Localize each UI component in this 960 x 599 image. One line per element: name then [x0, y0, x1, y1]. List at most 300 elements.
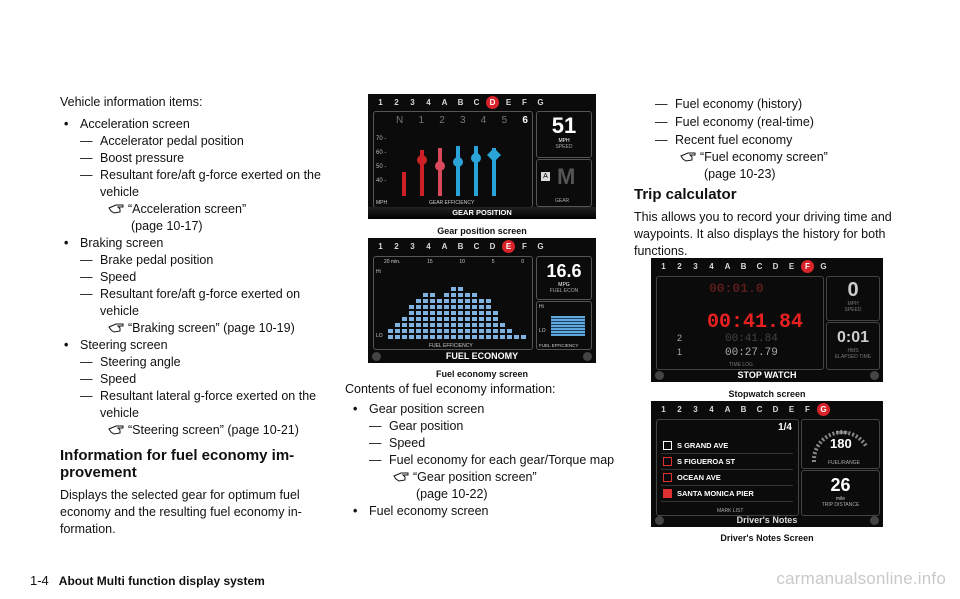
heading-fuel-improvement-line2: provement [60, 464, 137, 481]
fuel-history-cell [486, 329, 491, 333]
tab-1[interactable]: 1 [661, 262, 666, 271]
tab-c[interactable]: C [756, 405, 763, 414]
stopwatch-speed-label: SPEED [844, 307, 862, 313]
range-panel [801, 419, 880, 469]
gear-ref-page: (page 10-22) [416, 487, 488, 501]
contents-heading: Contents of fuel economy information: [345, 382, 556, 396]
gear-screen-caption: Gear position screen [437, 226, 527, 236]
fuel-history-cell [416, 323, 421, 327]
mph-label: MPH [376, 200, 388, 206]
braking-item-3: — Resultant fore/aft g-force exerted on [100, 286, 300, 303]
tab-4[interactable]: 4 [709, 405, 714, 414]
gear-row-item: 6 [522, 115, 528, 126]
fuel-history-cell [451, 323, 456, 327]
tab-d[interactable]: D [772, 262, 779, 271]
fuel-history-cell [500, 335, 505, 339]
fuel-history-cell [472, 305, 477, 309]
steering-item-3-cont: vehicle [100, 406, 139, 420]
fuel-history-cell [423, 323, 428, 327]
screen-tabs [368, 238, 596, 254]
fuel-history-cell [479, 311, 484, 315]
fuel-history-cell [479, 299, 484, 303]
tab-4[interactable]: 4 [709, 262, 714, 271]
tab-a[interactable]: A [724, 262, 731, 271]
fe-ref-page: (page 10-23) [704, 167, 776, 181]
gear-row-item: 5 [501, 115, 508, 126]
fe-item-1: — Fuel economy (history) [675, 96, 802, 113]
fuel-history-cell [430, 305, 435, 309]
tab-2[interactable]: 2 [677, 262, 682, 271]
mpg-unit: MPG [558, 282, 570, 288]
braking-ref[interactable] [108, 320, 295, 337]
fuel-history-cell [521, 335, 526, 339]
fuel-history-cell [395, 335, 400, 339]
tab-g[interactable]: G [820, 262, 827, 271]
fuel-history-cell [409, 311, 414, 315]
hi-label: Hi [376, 269, 381, 275]
fuel-history-cell [486, 317, 491, 321]
screen-tabs [651, 258, 883, 274]
notes-caption: Driver's Notes Screen [720, 533, 814, 543]
fuel-history-cell [472, 311, 477, 315]
fuel-history-cell [451, 329, 456, 333]
forward-arrow-icon[interactable] [870, 371, 879, 380]
tab-3[interactable]: 3 [693, 262, 698, 271]
fuel-history-cell [458, 293, 463, 297]
fuel-history-cell [437, 323, 442, 327]
lap-time-2: 00:41.84 [725, 333, 778, 345]
pointing-hand-icon [680, 151, 696, 162]
ghost-time: 00:01.0 [709, 281, 764, 296]
lap-time-1: 00:27.79 [725, 347, 778, 359]
gear-ref[interactable] [393, 469, 537, 486]
gear-label: GEAR [555, 198, 570, 204]
mark-list [661, 438, 793, 502]
stopwatch-caption: Stopwatch screen [728, 389, 806, 399]
fuel-history-cell [409, 317, 414, 321]
speed-unit: MPH [558, 138, 570, 144]
braking-ref-label: “Braking screen” (page 10-19) [128, 321, 295, 335]
fuel-history-cell [451, 311, 456, 315]
tab-1[interactable]: 1 [378, 98, 383, 107]
gear-row [396, 115, 528, 126]
tab-2[interactable]: 2 [394, 98, 399, 107]
pointing-hand-icon [393, 471, 409, 482]
time-label: 10 [459, 259, 465, 265]
fuel-history-cell [500, 329, 505, 333]
square-marker-icon [663, 457, 672, 466]
pointing-hand-icon [108, 203, 124, 214]
gear-tick-label: 70 - [376, 136, 387, 142]
main-time: 00:41.84 [707, 311, 804, 334]
fuel-history-cell [472, 329, 477, 333]
page-indicator: 1/4 [778, 422, 792, 433]
fuel-history-cell [395, 323, 400, 327]
fuel-screen-title: FUEL ECONOMY [445, 351, 519, 361]
fuel-history-cell [423, 311, 428, 315]
time-label: 5 [491, 259, 495, 265]
fuel-history-cell [500, 323, 505, 327]
gear-bar-4 [456, 146, 460, 196]
stopwatch-speed-panel [826, 276, 880, 321]
bullet-steering: • Steering screen [80, 337, 168, 354]
back-arrow-icon[interactable] [372, 352, 381, 361]
fe-item-3: — Recent fuel economy [675, 132, 792, 149]
fuel-history-cell [430, 335, 435, 339]
fuel-history-cell [409, 329, 414, 333]
tab-3[interactable]: 3 [693, 405, 698, 414]
bullet-gear-position: • Gear position screen [369, 401, 484, 418]
fe-ref-label: “Fuel economy screen” [700, 150, 828, 164]
fuel-history-cell [493, 323, 498, 327]
intro-text: Vehicle information items: [60, 95, 203, 109]
fuel-history-cell [493, 329, 498, 333]
tab-1[interactable]: 1 [378, 242, 383, 251]
fuel-history-cell [444, 305, 449, 309]
tab-c[interactable]: C [473, 242, 480, 251]
gear-tick-label: 60 - [376, 150, 387, 156]
tab-b[interactable]: B [457, 98, 464, 107]
time-labels [384, 259, 524, 265]
fuel-history-cell [493, 317, 498, 321]
stopwatch-speed-value: 0 [847, 279, 859, 301]
fuel-history-cell [465, 323, 470, 327]
speed-panel [536, 111, 592, 158]
steering-item-3: — Resultant lateral g-force exerted on the [100, 388, 316, 405]
fuel-screen-caption: Fuel economy screen [435, 369, 529, 379]
fuel-history-cell [472, 293, 477, 297]
bullet-acceleration: • Acceleration screen [80, 116, 190, 133]
fuel-history-cell [486, 323, 491, 327]
fuel-history-cell [493, 311, 498, 315]
fuel-history-cell [430, 311, 435, 315]
fuel-history-cell [458, 323, 463, 327]
fe-ref[interactable] [680, 149, 828, 166]
fuel-history-cell [486, 305, 491, 309]
fuel-history-cell [423, 299, 428, 303]
fuel-history-cell [430, 293, 435, 297]
gear-ref-label: “Gear position screen” [413, 470, 537, 484]
steering-ref[interactable] [108, 422, 299, 439]
fuel-history-cell [416, 317, 421, 321]
tab-c[interactable]: C [473, 98, 480, 107]
pointing-hand-icon [108, 322, 124, 333]
range-unit: miles [836, 430, 848, 436]
mark-list-item[interactable] [661, 470, 793, 486]
tab-1[interactable]: 1 [661, 405, 666, 414]
tab-f[interactable]: F [522, 98, 527, 107]
gear-value: M [557, 164, 576, 189]
trip-value: 26 [830, 475, 851, 495]
gear-position-screen [368, 94, 596, 219]
fuel-history-panel [373, 256, 533, 350]
fuel-history-cell [472, 323, 477, 327]
accel-item-1: — Accelerator pedal position [100, 133, 244, 150]
fuel-history-cell [402, 329, 407, 333]
tab-3[interactable]: 3 [410, 242, 415, 251]
tab-2[interactable]: 2 [677, 405, 682, 414]
accel-item-3: — Resultant fore/aft g-force exerted on the [100, 167, 321, 184]
fuel-history-cell [423, 329, 428, 333]
forward-arrow-icon[interactable] [870, 516, 879, 525]
fuel-history-cell [451, 317, 456, 321]
fuel-history-cell [444, 311, 449, 315]
fuel-history-cell [458, 335, 463, 339]
body-line-1: Displays the selected gear for optimum fuel [60, 488, 300, 502]
pointing-hand-icon [108, 424, 124, 435]
tab-b[interactable]: B [740, 405, 747, 414]
flag-icon [663, 441, 672, 450]
accel-ref[interactable] [108, 201, 246, 218]
tab-e[interactable]: E [788, 262, 795, 271]
bullet-braking: • Braking screen [80, 235, 163, 252]
fuel-history-cell [444, 335, 449, 339]
tab-f[interactable]: F [522, 242, 527, 251]
fuel-history-cell [388, 335, 393, 339]
fuel-history-cell [479, 323, 484, 327]
fuel-history-cell [493, 335, 498, 339]
tab-d[interactable]: D [772, 405, 779, 414]
fuel-history-cell [465, 335, 470, 339]
range-caption: FUEL/RANGE [828, 460, 860, 466]
back-arrow-icon[interactable] [655, 516, 664, 525]
gear-row-item: 1 [418, 115, 425, 126]
time-label: 15 [427, 259, 433, 265]
fuel-history-cell [444, 323, 449, 327]
fuel-history-cell [423, 317, 428, 321]
mark-list-label: OCEAN AVE [677, 473, 721, 482]
fuel-history-cell [465, 299, 470, 303]
realtime-bar [551, 316, 585, 336]
mpg-label: FUEL ECON [549, 288, 579, 294]
drivers-notes-screen [651, 401, 883, 527]
gear-ticks [376, 132, 386, 188]
tab-b[interactable]: B [457, 242, 464, 251]
gear-item-2: — Speed [389, 435, 425, 452]
fuel-history-cell [402, 317, 407, 321]
body-line-3: formation. [60, 522, 116, 536]
fuel-history-cell [437, 329, 442, 333]
fuel-history-cell [486, 335, 491, 339]
fuel-history-cell [458, 287, 463, 291]
fuel-history-cell [479, 329, 484, 333]
fuel-history-grid [388, 269, 528, 341]
fuel-history-cell [416, 329, 421, 333]
fuel-history-cell [451, 335, 456, 339]
heading-fuel-improvement-line1: Information for fuel economy im- [60, 447, 295, 464]
fuel-history-cell [472, 299, 477, 303]
gear-panel [536, 159, 592, 207]
gear-item-3: — Fuel economy for each gear/Torque map [389, 452, 614, 469]
forward-arrow-icon[interactable] [583, 352, 592, 361]
fuel-history-cell [395, 329, 400, 333]
fuel-history-cell [458, 299, 463, 303]
tab-e[interactable]: E [505, 98, 512, 107]
fuel-history-cell [507, 329, 512, 333]
tab-3[interactable]: 3 [410, 98, 415, 107]
tab-e[interactable]: E [502, 240, 515, 253]
fuel-history-cell [451, 305, 456, 309]
mpg-panel [536, 256, 592, 300]
gear-tick-label: 50 - [376, 164, 387, 170]
time-label: 20 min. [384, 259, 401, 265]
gear-efficiency-label: GEAR EFFICIENCY [429, 200, 475, 206]
watermark: carmanualsonline.info [776, 569, 946, 588]
page-footer [30, 573, 265, 588]
tab-a[interactable]: A [441, 242, 448, 251]
range-value: 180 [830, 436, 852, 451]
fuel-history-cell [472, 317, 477, 321]
footer-title: About Multi function display system [58, 574, 265, 588]
fuel-history-cell [465, 293, 470, 297]
fuel-history-cell [486, 311, 491, 315]
trip-panel [801, 470, 880, 516]
accel-item-2: — Boost pressure [100, 150, 184, 167]
fuel-history-cell [458, 311, 463, 315]
fuel-history-cell [465, 317, 470, 321]
stopwatch-panel [656, 276, 824, 370]
tab-a[interactable]: A [724, 405, 731, 414]
mark-list-label: S GRAND AVE [677, 441, 729, 450]
steering-item-2: — Speed [100, 371, 136, 388]
lo-label-right: LO [539, 328, 546, 334]
tab-2[interactable]: 2 [394, 242, 399, 251]
lap-num-1: 1 [677, 347, 683, 357]
fuel-history-cell [458, 329, 463, 333]
fuel-efficiency-label-right: FUEL EFFICIENCY [539, 343, 579, 348]
fuel-history-cell [402, 323, 407, 327]
trip-line-3: functions. [634, 244, 688, 258]
time-log-label: TIME LOG [729, 362, 753, 368]
tab-g[interactable]: G [817, 403, 830, 416]
fuel-history-cell [486, 299, 491, 303]
trip-line-1: This allows you to record your driving time and [634, 210, 892, 224]
tab-4[interactable]: 4 [426, 98, 431, 107]
fuel-history-cell [451, 293, 456, 297]
gear-item-1: — Gear position [389, 418, 463, 435]
elapsed-unit: HMS [847, 348, 859, 354]
gear-row-item: 3 [460, 115, 466, 126]
braking-item-2: — Speed [100, 269, 136, 286]
gear-mode-badge: A [541, 172, 550, 181]
mark-list-item[interactable] [661, 438, 793, 454]
tab-f[interactable]: F [805, 405, 810, 414]
elapsed-label: ELAPSED TIME [834, 354, 872, 360]
fuel-history-cell [416, 311, 421, 315]
gear-efficiency-bars [398, 130, 528, 198]
fuel-history-cell [458, 317, 463, 321]
fuel-history-cell [479, 335, 484, 339]
fuel-history-cell [437, 317, 442, 321]
fe-item-2: — Fuel economy (real-time) [675, 114, 814, 131]
realtime-panel [536, 301, 592, 350]
steering-item-1: — Steering angle [100, 354, 181, 371]
tab-b[interactable]: B [740, 262, 747, 271]
stopwatch-title: STOP WATCH [737, 370, 797, 380]
speed-value: 51 [551, 113, 577, 138]
fuel-history-cell [416, 335, 421, 339]
fuel-history-cell [388, 329, 393, 333]
gear-knob-6 [487, 148, 501, 162]
back-arrow-icon[interactable] [655, 371, 664, 380]
fuel-history-cell [507, 335, 512, 339]
mark-list-item[interactable] [661, 454, 793, 470]
fuel-history-cell [430, 299, 435, 303]
fuel-history-cell [409, 335, 414, 339]
mark-list-item[interactable] [661, 486, 793, 502]
gear-bar-3 [438, 148, 442, 196]
gear-knob-2 [417, 155, 427, 165]
tab-d[interactable]: D [486, 96, 499, 109]
fuel-history-cell [479, 317, 484, 321]
trip-caption: TRIP DISTANCE [821, 502, 860, 508]
fuel-history-cell [416, 305, 421, 309]
gear-knob-3 [435, 161, 445, 171]
speed-label: SPEED [555, 144, 573, 150]
bullet-fuel-economy: • Fuel economy screen [369, 503, 489, 520]
body-line-2: economy and the resulting fuel economy in- [60, 505, 302, 519]
fuel-history-cell [465, 305, 470, 309]
elapsed-value: 0:01 [836, 329, 870, 346]
fuel-history-cell [423, 305, 428, 309]
fuel-history-cell [444, 293, 449, 297]
tab-g[interactable]: G [537, 98, 544, 107]
fuel-history-cell [423, 293, 428, 297]
gear-row-item: N [396, 115, 404, 126]
tab-f[interactable]: F [801, 260, 814, 273]
stopwatch-screen [651, 258, 883, 382]
gear-knob-5 [471, 153, 481, 163]
mark-list-label: SANTA MONICA PIER [677, 489, 754, 498]
tab-a[interactable]: A [441, 98, 448, 107]
lo-label: LO [376, 333, 383, 339]
fuel-history-cell [402, 335, 407, 339]
tab-d[interactable]: D [489, 242, 496, 251]
tab-c[interactable]: C [756, 262, 763, 271]
fuel-history-cell [444, 317, 449, 321]
screen-tabs [651, 401, 883, 417]
steering-ref-label: “Steering screen” (page 10-21) [128, 423, 299, 437]
fuel-history-cell [437, 299, 442, 303]
fuel-economy-screen [368, 238, 596, 363]
gear-knob-4 [453, 157, 463, 167]
gear-row-item: 2 [439, 115, 445, 126]
gear-efficiency-panel [373, 111, 533, 208]
trip-line-2: waypoints. It also displays the history for both [634, 227, 886, 241]
mark-list-panel [656, 419, 799, 516]
fuel-history-cell [430, 317, 435, 321]
mpg-value: 16.6 [546, 261, 582, 281]
tab-4[interactable]: 4 [426, 242, 431, 251]
mark-list-label: S FIGUEROA ST [677, 457, 736, 466]
trip-unit: mile [835, 496, 846, 502]
screen-tabs [368, 94, 596, 110]
fuel-history-cell [437, 305, 442, 309]
gear-bar-1 [402, 172, 406, 196]
fuel-history-cell [430, 329, 435, 333]
fuel-history-cell [451, 287, 456, 291]
notes-title: Driver's Notes [736, 515, 798, 525]
heading-trip-calculator: Trip calculator [634, 186, 737, 203]
stopwatch-speed-unit: MPH [847, 301, 859, 307]
tab-e[interactable]: E [788, 405, 795, 414]
fuel-history-cell [444, 329, 449, 333]
fuel-history-cell [416, 299, 421, 303]
fuel-history-cell [409, 305, 414, 309]
fuel-history-cell [409, 323, 414, 327]
tab-g[interactable]: G [537, 242, 544, 251]
lap-num-2: 2 [677, 333, 683, 343]
